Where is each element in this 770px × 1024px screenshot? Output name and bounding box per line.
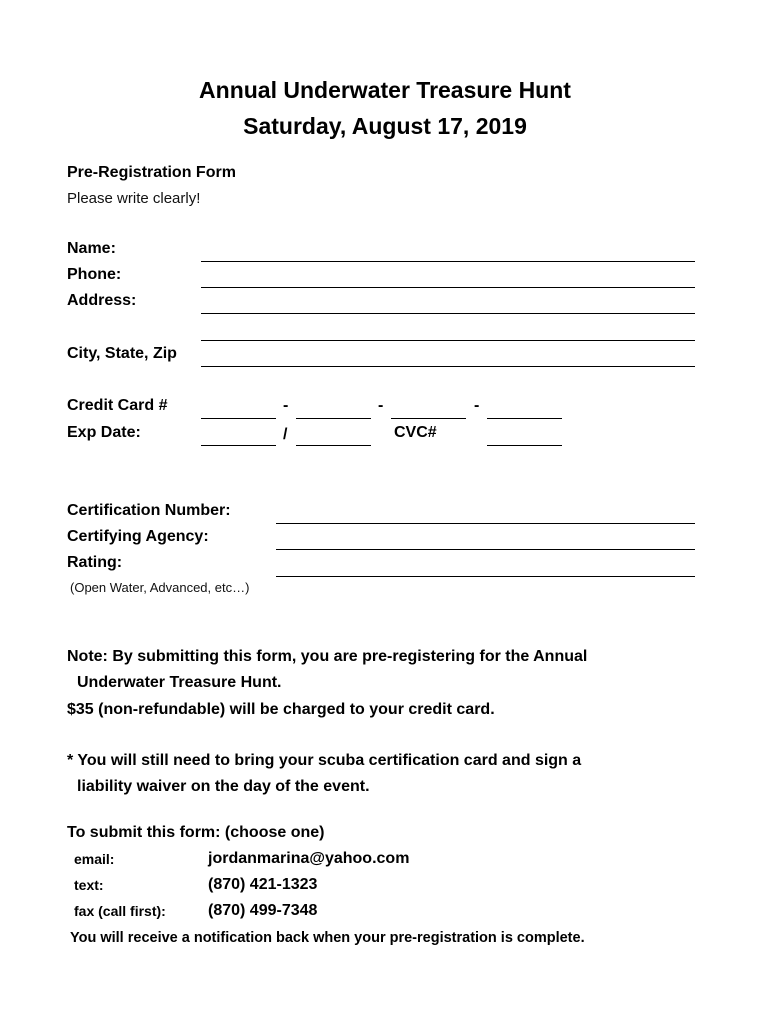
rating-hint: (Open Water, Advanced, etc…)	[70, 580, 250, 595]
rating-label: Rating:	[67, 554, 123, 571]
card-field-group-3[interactable]	[391, 418, 466, 419]
cvc-label: CVC#	[394, 424, 437, 441]
card-field-group-2[interactable]	[296, 418, 371, 419]
submit-heading: To submit this form: (choose one)	[67, 824, 325, 841]
name-label: Name:	[67, 240, 116, 257]
cvc-field[interactable]	[487, 445, 562, 446]
card-field-group-1[interactable]	[201, 418, 276, 419]
address-field-line-2[interactable]	[201, 340, 695, 341]
exp-slash: /	[283, 426, 288, 443]
form-heading: Pre-Registration Form	[67, 164, 236, 181]
note-certification-card: * You will still need to bring your scuba certification card and sign a	[67, 752, 582, 769]
text-value[interactable]: (870) 421-1323	[208, 876, 318, 893]
title-line-2: Saturday, August 17, 2019	[243, 113, 527, 139]
address-label: Address:	[67, 292, 137, 309]
city-state-zip-label: City, State, Zip	[67, 345, 177, 362]
city-state-zip-field[interactable]	[201, 366, 695, 367]
phone-label: Phone:	[67, 266, 122, 283]
title-line-1: Annual Underwater Treasure Hunt	[199, 77, 571, 103]
certifying-agency-label: Certifying Agency:	[67, 528, 209, 545]
name-field[interactable]	[201, 261, 695, 262]
exp-month-field[interactable]	[201, 445, 276, 446]
text-label: text:	[74, 877, 104, 893]
email-value[interactable]: jordanmarina@yahoo.com	[208, 850, 410, 867]
certification-number-field[interactable]	[276, 523, 695, 524]
fax-value[interactable]: (870) 499-7348	[208, 902, 318, 919]
card-field-group-4[interactable]	[487, 418, 562, 419]
phone-field[interactable]	[201, 287, 695, 288]
certification-number-label: Certification Number:	[67, 502, 231, 519]
card-dash-3: -	[474, 397, 480, 414]
exp-year-field[interactable]	[296, 445, 371, 446]
address-field-line-1[interactable]	[201, 313, 695, 314]
exp-date-label: Exp Date:	[67, 424, 141, 441]
card-dash-1: -	[283, 397, 289, 414]
email-label: email:	[74, 851, 115, 867]
note-line-1: Note: By submitting this form, you are pre-registering for the Annual	[67, 648, 588, 665]
rating-field[interactable]	[276, 576, 695, 577]
note-line-2: Underwater Treasure Hunt.	[77, 674, 282, 691]
note-waiver: liability waiver on the day of the event.	[77, 778, 370, 795]
certifying-agency-field[interactable]	[276, 549, 695, 550]
card-dash-2: -	[378, 397, 384, 414]
footer-notice: You will receive a notification back when your pre-registration is complete.	[70, 930, 585, 946]
fax-label: fax (call first):	[74, 903, 166, 919]
credit-card-label: Credit Card #	[67, 397, 168, 414]
note-charge: $35 (non-refundable) will be charged to your credit card.	[67, 701, 495, 718]
form-instruction: Please write clearly!	[67, 190, 201, 207]
